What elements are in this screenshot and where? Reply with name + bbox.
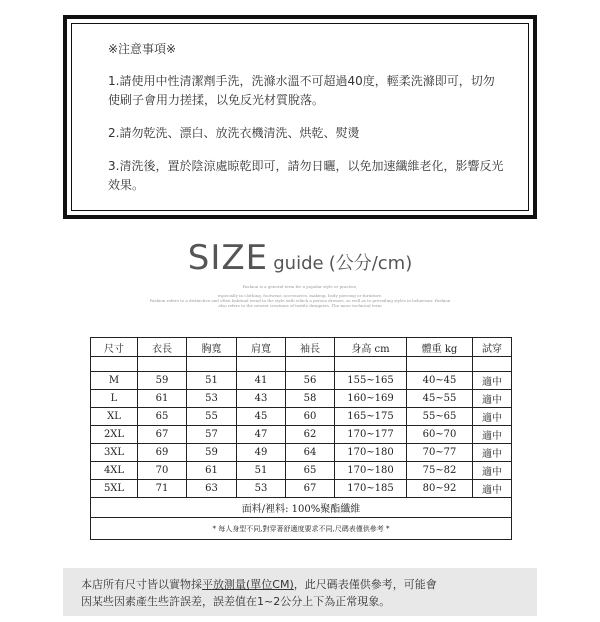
- cell-chest: 53: [187, 390, 237, 408]
- table-row: [91, 462, 512, 480]
- cell-fit: 適中: [473, 390, 512, 408]
- cell-shoulder: 43: [237, 390, 286, 408]
- cell-height: 170~177: [335, 426, 407, 444]
- cell-fit: 適中: [473, 444, 512, 462]
- cell-fit: 適中: [473, 408, 512, 426]
- header-height: 身高 cm: [335, 338, 407, 357]
- header-sleeve: 袖長: [286, 338, 335, 357]
- cell-chest: 55: [187, 408, 237, 426]
- cell-sleeve: 67: [286, 480, 335, 498]
- cell-shoulder: 45: [237, 408, 286, 426]
- disclaimer-line-1-underlined: 平放測量(單位CM): [202, 578, 294, 591]
- cell-size: 2XL: [91, 426, 138, 444]
- size-table-header-row: [91, 338, 512, 357]
- cell-chest: 63: [187, 480, 237, 498]
- cell-size: 4XL: [91, 462, 138, 480]
- table-row: [91, 372, 512, 390]
- care-item-3: 3.清洗後，置於陰涼處晾乾即可，請勿日曬，以免加速纖維老化，影響反光效果。: [108, 159, 504, 192]
- disclaimer-line-2: 因某些因素產生些許誤差，誤差值在1~2公分上下為正常現象。: [81, 595, 391, 608]
- care-notice-title: ※注意事項※: [108, 42, 177, 56]
- cell-fit: 適中: [473, 372, 512, 390]
- cell-sleeve: 64: [286, 444, 335, 462]
- size-table-blank-row: [91, 357, 512, 372]
- cell-sleeve: 56: [286, 372, 335, 390]
- table-row: [91, 390, 512, 408]
- cell-weight: 80~92: [407, 480, 473, 498]
- cell-shoulder: 47: [237, 426, 286, 444]
- cell-length: 67: [138, 426, 187, 444]
- care-item-2: 2.請勿乾洗、漂白、放洗衣機清洗、烘乾、熨燙: [108, 126, 360, 140]
- cell-weight: 55~65: [407, 408, 473, 426]
- cell-height: 155~165: [335, 372, 407, 390]
- size-guide-title-guide: guide: [273, 253, 324, 274]
- cell-fit: 適中: [473, 480, 512, 498]
- cell-sleeve: 60: [286, 408, 335, 426]
- cell-weight: 75~82: [407, 462, 473, 480]
- cell-height: 170~180: [335, 462, 407, 480]
- header-weight: 體重 kg: [407, 338, 473, 357]
- cell-length: 65: [138, 408, 187, 426]
- table-row: [91, 426, 512, 444]
- cell-sleeve: 62: [286, 426, 335, 444]
- disclaimer-line-1: [81, 576, 437, 593]
- header-chest: 胸寬: [187, 338, 237, 357]
- cell-height: 170~180: [335, 444, 407, 462]
- material-info: 面料/裡料: 100%聚酯纖維: [91, 498, 512, 518]
- size-table-note-row: [91, 518, 512, 540]
- size-guide-subtitle-3: Fashion refers to a distinctive and often habitual trend in the style with which a person dresses, as well as to prevailing styles in behaviour. Fashion: [149, 298, 451, 303]
- cell-shoulder: 53: [237, 480, 286, 498]
- cell-chest: 59: [187, 444, 237, 462]
- cell-chest: 51: [187, 372, 237, 390]
- size-guide-subtitle-1: Fashion is a general term for a popular style or practice,: [242, 284, 358, 289]
- cell-size: L: [91, 390, 138, 408]
- cell-length: 59: [138, 372, 187, 390]
- cell-fit: 適中: [473, 426, 512, 444]
- size-guide-subtitle-4: also refers to the newest creations of textile designers. The more technical term: [218, 303, 382, 308]
- header-length: 衣長: [138, 338, 187, 357]
- cell-sleeve: 58: [286, 390, 335, 408]
- care-item-1: 1.請使用中性清潔劑手洗，洗滌水溫不可超過40度，輕柔洗滌即可，切勿使刷子會用力搓揉，以免反光材質脫落。: [108, 74, 495, 107]
- cell-shoulder: 41: [237, 372, 286, 390]
- cell-length: 69: [138, 444, 187, 462]
- cell-length: 70: [138, 462, 187, 480]
- cell-sleeve: 65: [286, 462, 335, 480]
- cell-size: 3XL: [91, 444, 138, 462]
- cell-shoulder: 49: [237, 444, 286, 462]
- header-shoulder: 肩寬: [237, 338, 286, 357]
- cell-size: 5XL: [91, 480, 138, 498]
- disclaimer-line-1-pre: 本店所有尺寸皆以實物採: [81, 578, 202, 591]
- table-row: [91, 444, 512, 462]
- cell-size: M: [91, 372, 138, 390]
- size-table: [90, 337, 512, 540]
- size-table-material-row: [91, 498, 512, 518]
- cell-length: 61: [138, 390, 187, 408]
- cell-height: 160~169: [335, 390, 407, 408]
- cell-fit: 適中: [473, 462, 512, 480]
- cell-chest: 57: [187, 426, 237, 444]
- cell-chest: 61: [187, 462, 237, 480]
- cell-shoulder: 51: [237, 462, 286, 480]
- header-fit: 試穿: [473, 338, 512, 357]
- cell-length: 71: [138, 480, 187, 498]
- table-row: [91, 480, 512, 498]
- size-guide-title: [0, 238, 600, 278]
- cell-weight: 40~45: [407, 372, 473, 390]
- cell-height: 170~185: [335, 480, 407, 498]
- size-guide-title-size: SIZE: [187, 238, 269, 278]
- cell-size: XL: [91, 408, 138, 426]
- size-table-note: * 每人身型不同,對穿著舒適度要求不同,尺碼表僅供參考 *: [91, 518, 512, 540]
- cell-weight: 45~55: [407, 390, 473, 408]
- cell-weight: 70~77: [407, 444, 473, 462]
- size-guide-title-unit: (公分/cm): [328, 253, 413, 274]
- size-guide-subtitle-2: especially in clothing, footwear, accessories, makeup, body piercing or furniture.: [217, 293, 383, 298]
- cell-weight: 60~70: [407, 426, 473, 444]
- cell-height: 165~175: [335, 408, 407, 426]
- header-size: 尺寸: [91, 338, 138, 357]
- disclaimer-line-1-post: ，此尺碼表僅供參考，可能會: [293, 578, 437, 591]
- measurement-disclaimer: [63, 568, 537, 616]
- table-row: [91, 408, 512, 426]
